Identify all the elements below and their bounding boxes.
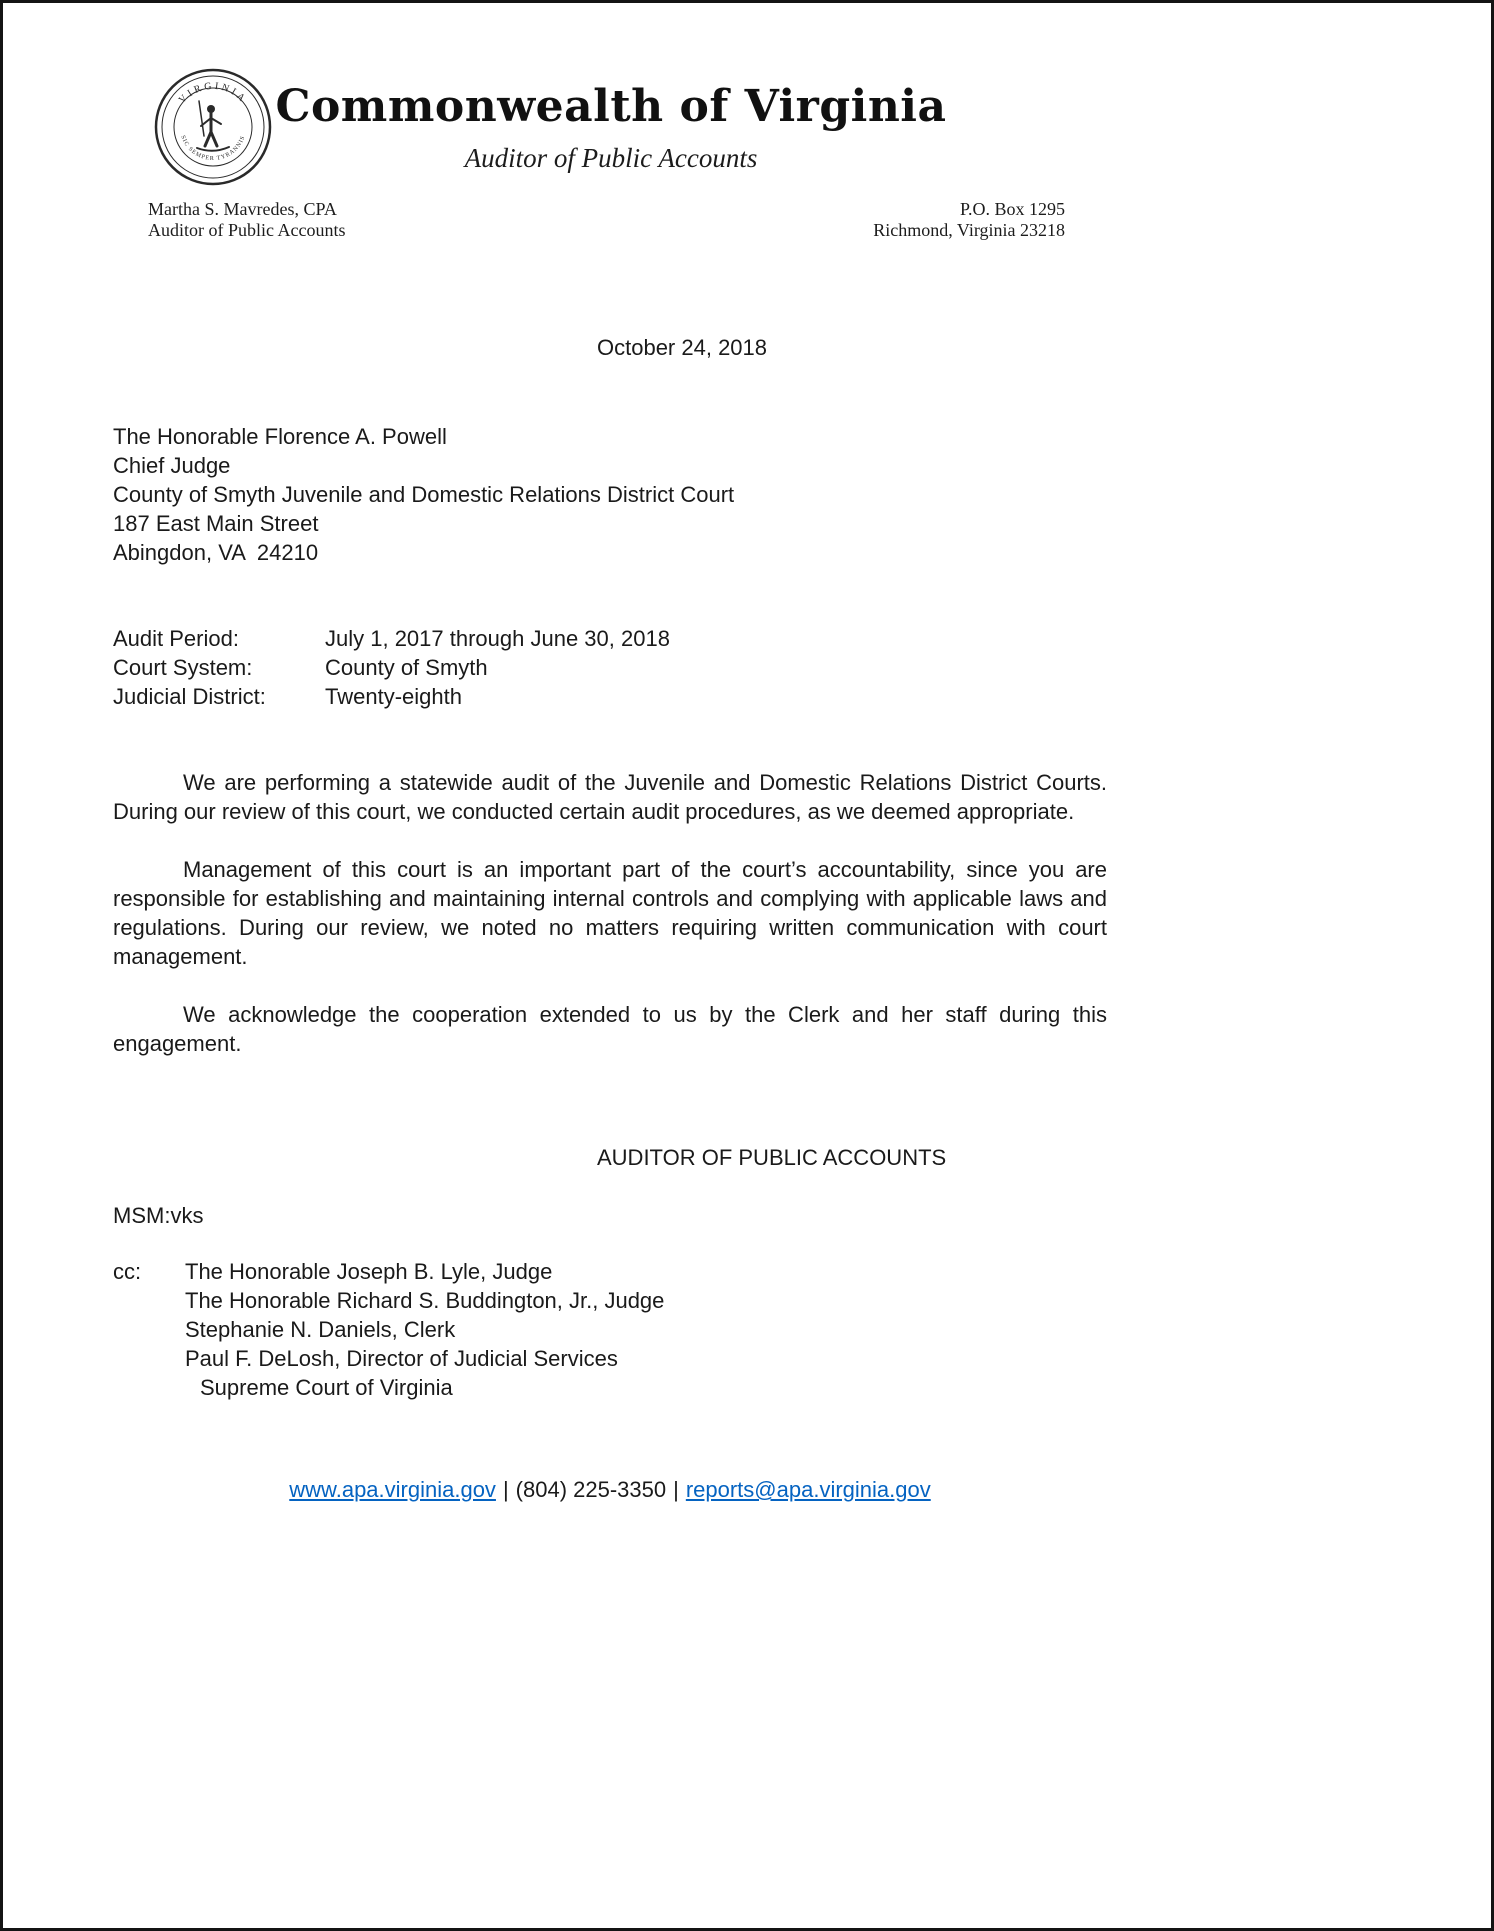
detail-value: County of Smyth [325,655,488,680]
cc-name-4: Paul F. DeLosh, Director of Judicial Services [185,1346,618,1371]
detail-row-court-system [113,653,1107,682]
body-paragraph-3: We acknowledge the cooperation extended to us by the Clerk and her staff during this engagement. [113,1002,1107,1056]
letterhead [3,3,1491,253]
cc-block [113,1257,1107,1402]
reference-initials: MSM:vks [113,1203,204,1228]
cc-name-3: Stephanie N. Daniels, Clerk [185,1317,456,1342]
letter-body [113,768,1107,1058]
footer-separator: | [673,1477,679,1502]
recipient-court: County of Smyth Juvenile and Domestic Relations District Court [113,482,735,507]
svg-text:VIRGINIA: VIRGINIA [176,80,250,106]
cc-label: cc: [113,1259,142,1284]
address-line-1: P.O. Box 1295 [959,199,1065,219]
cc-name-2: The Honorable Richard S. Buddington, Jr., Judge [185,1288,665,1313]
detail-value: July 1, 2017 through June 30, 2018 [325,626,670,651]
phone-number: (804) 225-3350 [515,1477,667,1502]
website-link[interactable]: www.apa.virginia.gov [289,1477,496,1502]
body-paragraph-2: Management of this court is an important part of the court’s accountability, since you are responsible for establishing and maintaining internal controls and complying with applicable laws and regulations. During our review, we noted no matters requiring written communication with court management. [113,857,1107,969]
letterhead-title: Commonwealth of Virginia [275,81,947,132]
footer-separator: | [502,1477,509,1502]
body-paragraph-1: We are performing a statewide audit of the Juvenile and Domestic Relations District Courts. During our review of this court, we conducted certain audit procedures, as we deemed appropriate. [113,770,1107,824]
recipient-city-state-zip: Abingdon, VA 24210 [113,540,319,565]
detail-label: Audit Period: [113,626,239,651]
letter-content [113,333,1107,1504]
footer-contact-line [113,1475,1107,1504]
detail-value: Twenty-eighth [325,684,462,709]
address-line-2: Richmond, Virginia 23218 [873,220,1065,240]
svg-text:SIC SEMPER TYRANNIS: SIC SEMPER TYRANNIS [179,134,247,163]
official-name: Martha S. Mavredes, CPA [148,199,337,219]
detail-row-judicial-district [113,682,1107,711]
detail-label: Court System: [113,655,253,680]
letterhead-subtitle: Auditor of Public Accounts [464,143,758,173]
cc-affiliation: Supreme Court of Virginia [200,1375,453,1400]
letterhead-center [201,83,1021,174]
recipient-street: 187 East Main Street [113,511,319,536]
recipient-name: The Honorable Florence A. Powell [113,424,447,449]
cc-name-1: The Honorable Joseph B. Lyle, Judge [185,1259,553,1284]
official-contact-block [148,199,345,241]
detail-label: Judicial District: [113,684,266,709]
detail-row-audit-period [113,624,1107,653]
official-title: Auditor of Public Accounts [148,220,346,240]
office-address-block [873,199,1065,241]
cc-names [185,1257,1107,1402]
letter-date: October 24, 2018 [597,335,768,360]
recipient-address-block [113,422,1107,567]
recipient-title: Chief Judge [113,453,231,478]
email-link[interactable]: reports@apa.virginia.gov [685,1477,931,1502]
audit-details-block [113,624,1107,711]
signature-block: AUDITOR OF PUBLIC ACCOUNTS [597,1145,947,1170]
